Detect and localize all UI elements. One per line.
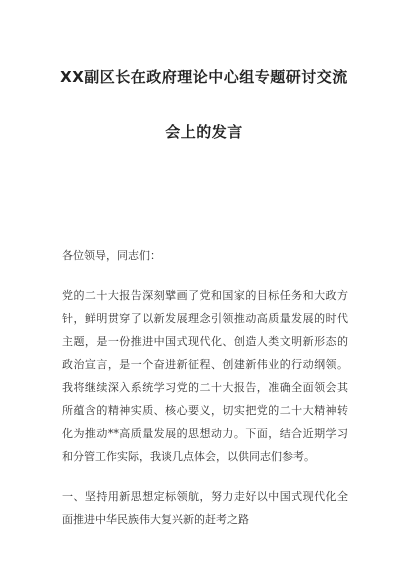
section-heading-line: 一、坚持用新思想定标领航，努力走好以中国式现代化全	[62, 490, 348, 503]
paragraph-1-line: 化为推动**高质量发展的思想动力。下面，结合近期学习	[62, 427, 348, 440]
salutation: 各位领导，同志们：	[62, 249, 161, 262]
paragraph-1-line: 我将继续深入系统学习党的二十大报告，准确全面领会其	[62, 381, 348, 394]
section-heading-line: 面推进中华民族伟大复兴新的赶考之路	[62, 513, 249, 526]
paragraph-1-line: 和分管工作实际，我谈几点体会，以供同志们参考。	[62, 450, 315, 463]
document-title-line-2: 会上的发言	[165, 123, 243, 141]
paragraph-1-line: 所蕴含的精神实质、核心要义，切实把党的二十大精神转	[62, 404, 348, 417]
paragraph-1-line: 主题，是一份推进中国式现代化、创造人类文明新形态的	[62, 335, 348, 348]
paragraph-1-line: 政治宣言，是一个奋进新征程、创建新伟业的行动纲领。	[62, 358, 348, 371]
paragraph-1-line: 党的二十大报告深刻擘画了党和国家的目标任务和大政方	[62, 289, 348, 302]
paragraph-1-line: 针，鲜明贯穿了以新发展理念引领推动高质量发展的时代	[62, 312, 348, 325]
document-title-line-1: XX副区长在政府理论中心组专题研讨交流	[60, 68, 348, 86]
